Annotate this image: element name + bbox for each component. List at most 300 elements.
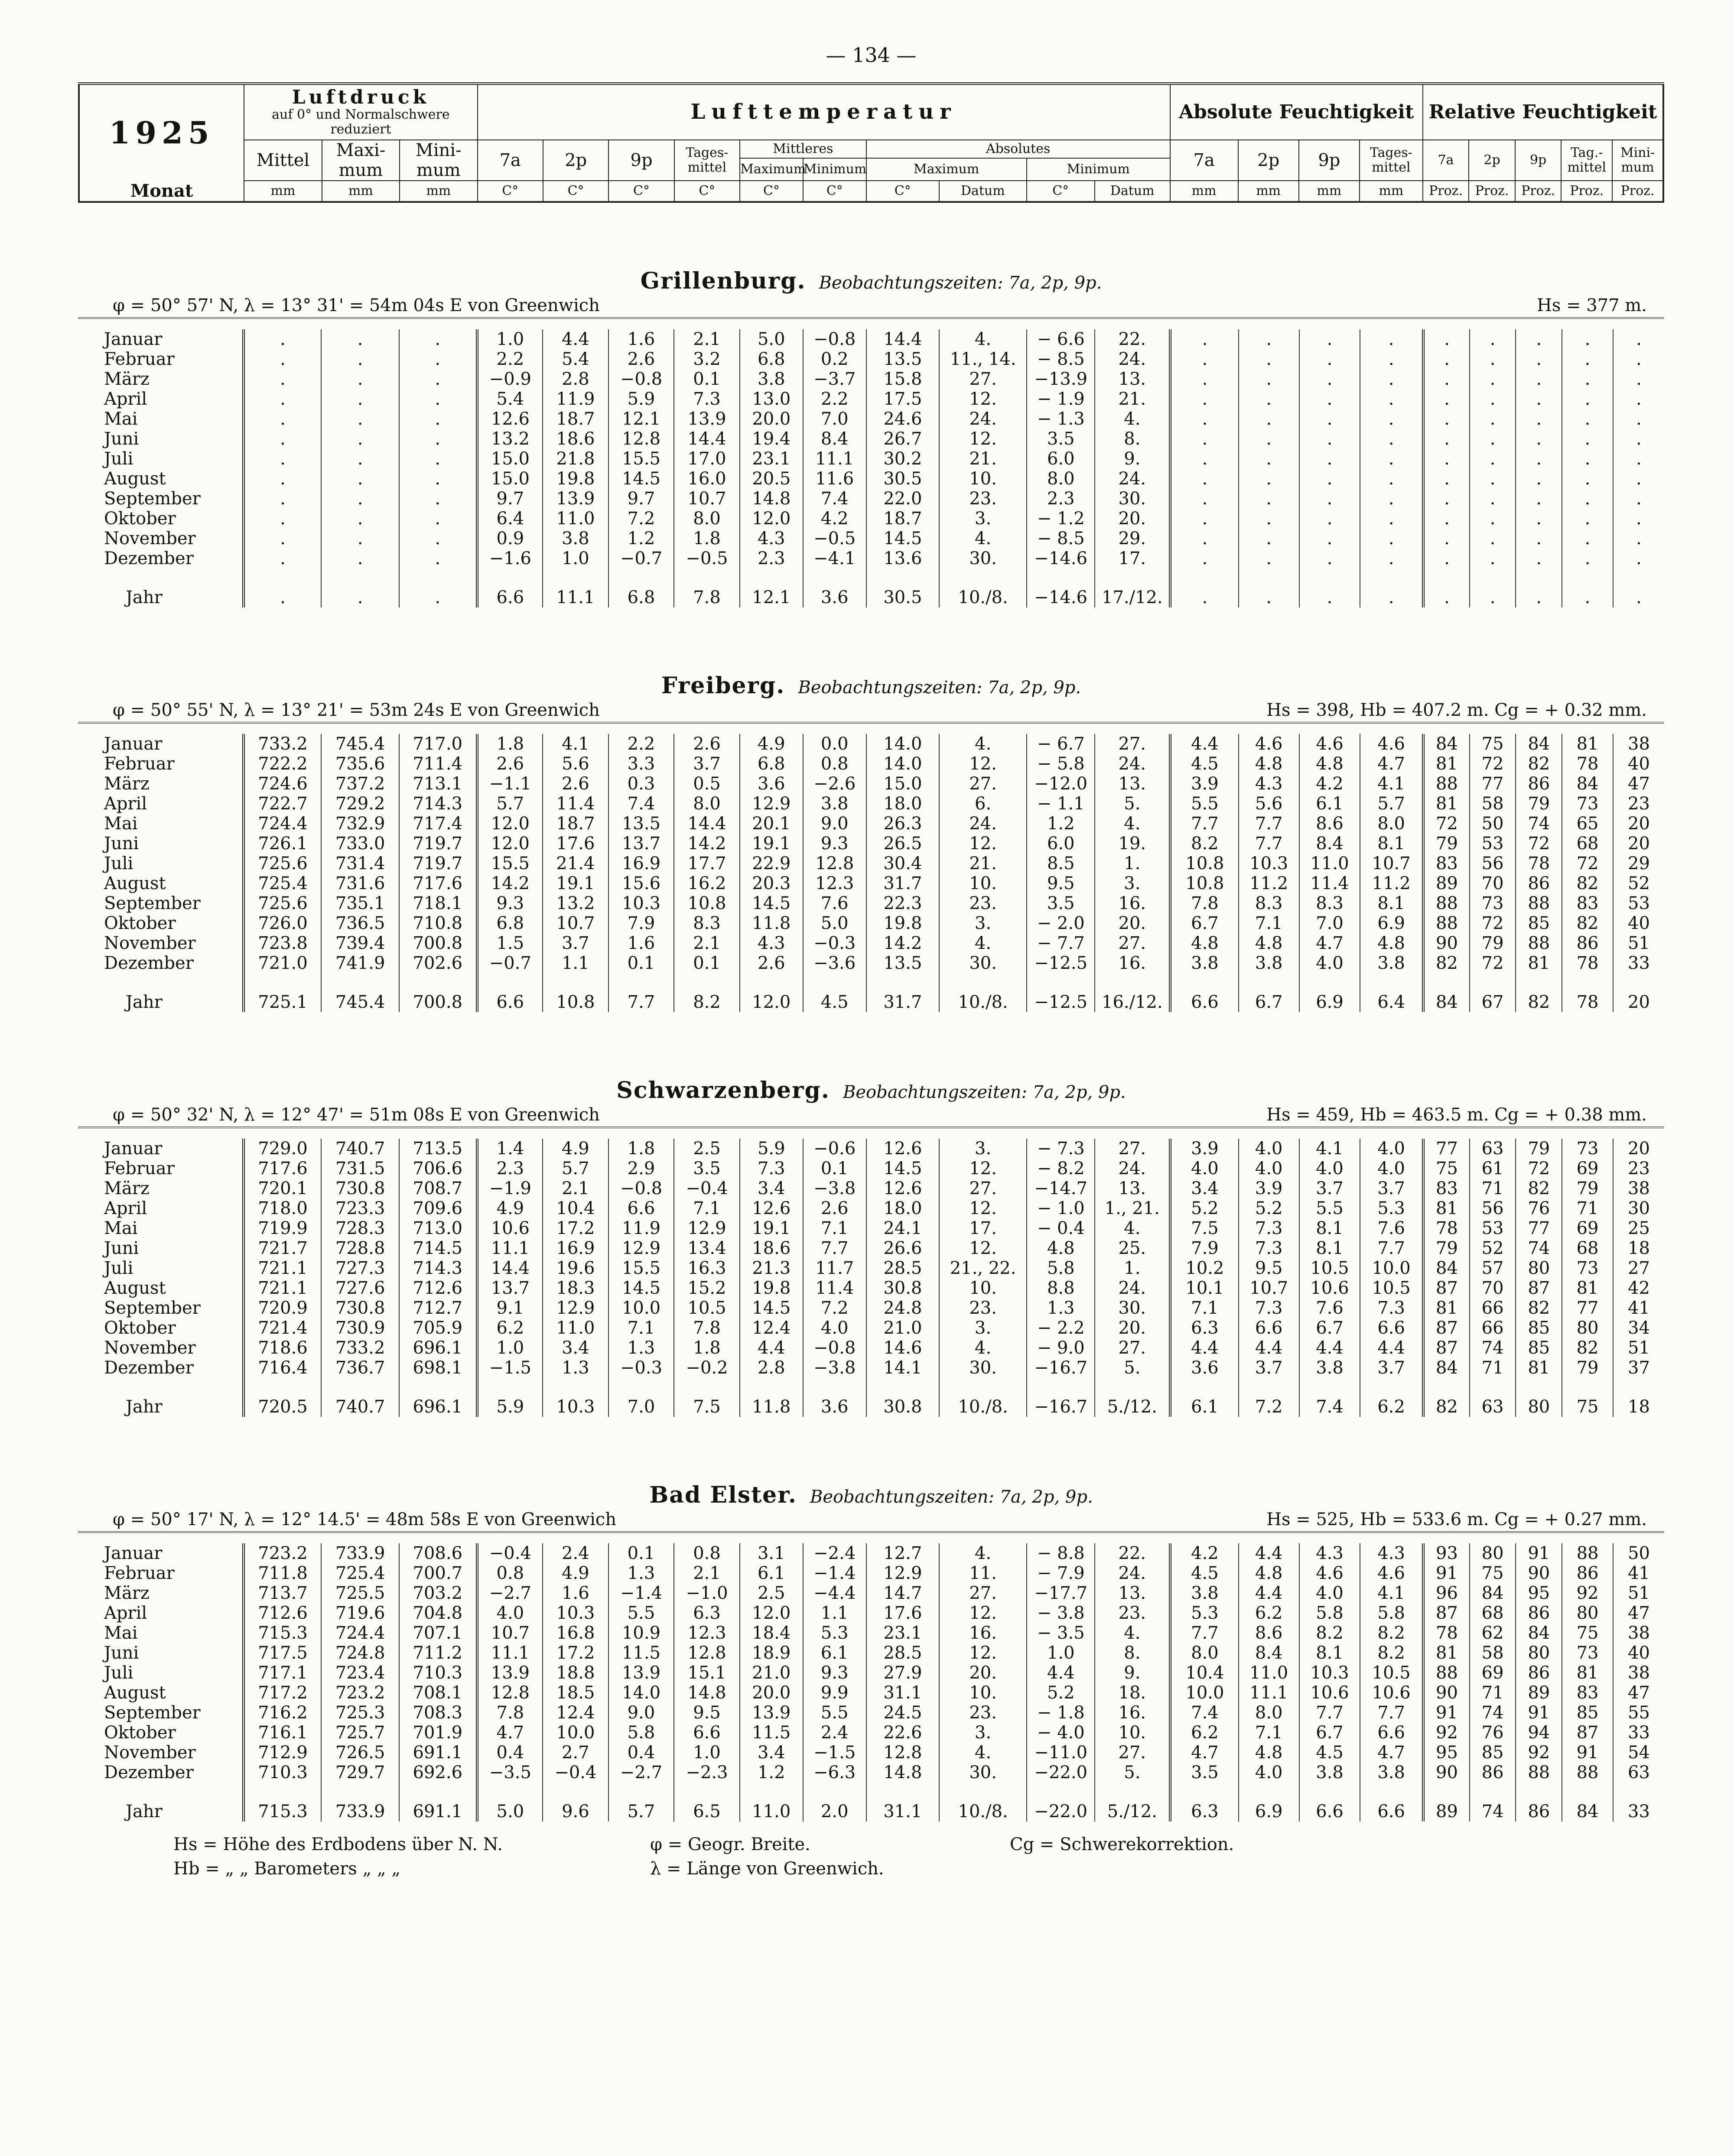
- station-title: [78, 1077, 1664, 1105]
- cell-rf-2p: .: [1470, 429, 1516, 449]
- cell-t-2p: 18.7: [543, 409, 608, 429]
- cell-t-9p: 7.0: [608, 1378, 674, 1417]
- cell-lp-mittel: 715.3: [244, 1623, 322, 1643]
- cell-rf-tagmittel: 84: [1562, 774, 1613, 794]
- cell-rf-7a: 84: [1423, 734, 1470, 754]
- cell-lp-max: 727.6: [321, 1278, 399, 1298]
- cell-t-abs-max: 12.6: [866, 1179, 939, 1198]
- cell-t-9p: 12.1: [608, 409, 674, 429]
- cell-af-tagesmittel: 8.1: [1360, 834, 1423, 854]
- cell-t-7a: 1.8: [477, 734, 543, 754]
- table-row: [78, 1318, 1664, 1338]
- cell-lp-max: 731.5: [321, 1159, 399, 1179]
- cell-t-mittl-min: 5.5: [803, 1703, 866, 1723]
- cell-month: Februar: [104, 1563, 175, 1583]
- unit-c: C°: [866, 181, 939, 202]
- cell-rf-2p: 62: [1470, 1623, 1516, 1643]
- cell-rf-tagmittel: 84: [1562, 1783, 1613, 1822]
- cell-t-9p: −0.8: [608, 369, 674, 389]
- cell-t-abs-min: −14.7: [1027, 1179, 1095, 1198]
- luftdruck-heading: Luftdruck: [292, 86, 430, 108]
- cell-t-tagesmittel: 1.0: [674, 1743, 740, 1763]
- cell-t-abs-min: − 8.2: [1027, 1159, 1095, 1179]
- cell-t-mittl-max: 20.5: [740, 469, 803, 489]
- cell-t-mittl-max: 2.3: [740, 549, 803, 568]
- cell-af-2p: 4.6: [1239, 734, 1299, 754]
- cell-af-9p: 7.4: [1299, 1378, 1360, 1417]
- cell-t-abs-max-datum: 23.: [939, 893, 1027, 913]
- cell-t-abs-min: 5.8: [1027, 1258, 1095, 1278]
- cell-t-abs-min-datum: 20.: [1095, 1318, 1170, 1338]
- cell-t-tagesmittel: 3.7: [674, 754, 740, 774]
- cell-t-7a: 7.8: [477, 1703, 543, 1723]
- observation-times: Beobachtungszeiten: 7a, 2p, 9p.: [810, 1487, 1093, 1507]
- cell-lp-mittel: .: [244, 349, 322, 369]
- cell-lp-max: 729.2: [321, 794, 399, 814]
- cell-af-9p: 11.0: [1299, 854, 1360, 873]
- cell-af-tagesmittel: 5.3: [1360, 1198, 1423, 1218]
- cell-t-9p: 7.7: [608, 973, 674, 1012]
- cell-af-tagesmittel: .: [1360, 409, 1423, 429]
- cell-t-abs-min: −12.5: [1027, 973, 1095, 1012]
- cell-t-mittl-max: 22.9: [740, 854, 803, 873]
- cell-t-abs-min: 8.0: [1027, 469, 1095, 489]
- cell-t-abs-max-datum: 12.: [939, 834, 1027, 854]
- cell-af-2p: 4.0: [1239, 1763, 1299, 1783]
- unit-c: C°: [803, 181, 866, 202]
- table-row: [78, 734, 1664, 754]
- cell-t-abs-max-datum: 3.: [939, 1318, 1027, 1338]
- table-row: [78, 1723, 1664, 1743]
- cell-t-9p: 16.9: [608, 854, 674, 873]
- cell-t-abs-max-datum: 30.: [939, 549, 1027, 568]
- cell-af-2p: 8.6: [1239, 1623, 1299, 1643]
- cell-t-9p: 15.6: [608, 873, 674, 893]
- cell-lp-min: 691.1: [399, 1783, 477, 1822]
- cell-t-abs-min-datum: 4.: [1095, 814, 1170, 834]
- cell-rf-9p: .: [1516, 449, 1562, 469]
- cell-t-abs-min-datum: 16./12.: [1095, 973, 1170, 1012]
- cell-month: November: [104, 529, 196, 549]
- cell-t-mittl-min: −1.4: [803, 1563, 866, 1583]
- cell-t-abs-min: 2.3: [1027, 489, 1095, 509]
- cell-lp-max: 723.2: [321, 1683, 399, 1703]
- cell-t-abs-min-datum: 18.: [1095, 1683, 1170, 1703]
- cell-t-mittl-min: 0.2: [803, 349, 866, 369]
- station-heights: Hs = 377 m.: [1536, 295, 1647, 315]
- cell-rf-tagmittel: .: [1562, 509, 1613, 529]
- cell-t-abs-min: −12.0: [1027, 774, 1095, 794]
- cell-lp-mittel: 717.1: [244, 1663, 322, 1683]
- station-name: Grillenburg.: [640, 268, 806, 294]
- cell-t-7a: −0.7: [477, 953, 543, 973]
- station-block: [78, 268, 1664, 607]
- cell-lp-min: .: [399, 369, 477, 389]
- cell-t-7a: 5.0: [477, 1783, 543, 1822]
- cell-rf-9p: 86: [1516, 1603, 1562, 1623]
- cell-rf-7a: .: [1423, 568, 1470, 607]
- cell-t-mittl-max: 6.1: [740, 1563, 803, 1583]
- cell-t-2p: 4.4: [543, 329, 608, 349]
- cell-rf-7a: 87: [1423, 1318, 1470, 1338]
- col-af-tagesmittel: Tages-mittel: [1360, 140, 1423, 181]
- unit-proz: Proz.: [1423, 181, 1469, 202]
- cell-t-9p: −0.3: [608, 1358, 674, 1378]
- cell-t-abs-min: 3.5: [1027, 893, 1095, 913]
- cell-rf-2p: 66: [1470, 1298, 1516, 1318]
- cell-lp-max: .: [321, 369, 399, 389]
- table-row: [78, 1763, 1664, 1783]
- cell-t-mittl-max: 7.3: [740, 1159, 803, 1179]
- cell-rf-2p: 57: [1470, 1258, 1516, 1278]
- cell-t-tagesmittel: 0.8: [674, 1543, 740, 1563]
- cell-t-abs-max-datum: 23.: [939, 1703, 1027, 1723]
- legend-cg: Cg = Schwerekorrektion.: [1010, 1835, 1234, 1854]
- cell-af-7a: 4.4: [1170, 1338, 1238, 1358]
- cell-rf-tagmittel: 79: [1562, 1358, 1613, 1378]
- lufttemperatur-heading: Lufttemperatur: [690, 99, 957, 124]
- cell-rf-tagmittel: 92: [1562, 1583, 1613, 1603]
- cell-t-mittl-max: 21.0: [740, 1663, 803, 1683]
- col-rf-minimum: Mini-mum: [1612, 140, 1663, 181]
- cell-month: Juni: [104, 1238, 139, 1258]
- cell-af-7a: .: [1170, 568, 1238, 607]
- cell-t-9p: 7.2: [608, 509, 674, 529]
- cell-t-tagesmittel: 12.9: [674, 1218, 740, 1238]
- cell-t-tagesmittel: −2.3: [674, 1763, 740, 1783]
- cell-rf-2p: 79: [1470, 933, 1516, 953]
- cell-t-abs-max-datum: 30.: [939, 1358, 1027, 1378]
- cell-af-9p: .: [1299, 568, 1360, 607]
- cell-lp-mittel: 715.3: [244, 1783, 322, 1822]
- cell-t-2p: 10.4: [543, 1198, 608, 1218]
- cell-rf-tagmittel: 83: [1562, 1683, 1613, 1703]
- cell-lp-mittel: 710.3: [244, 1763, 322, 1783]
- cell-rf-tagmittel: 69: [1562, 1159, 1613, 1179]
- unit-mm: mm: [1360, 181, 1423, 202]
- cell-month: Mai: [104, 1218, 138, 1238]
- cell-t-mittl-max: 3.4: [740, 1179, 803, 1198]
- cell-lp-max: 728.8: [321, 1238, 399, 1258]
- cell-t-2p: 21.8: [543, 449, 608, 469]
- cell-t-abs-min: −22.0: [1027, 1783, 1095, 1822]
- cell-t-mittl-min: 12.8: [803, 854, 866, 873]
- cell-t-mittl-max: 12.6: [740, 1198, 803, 1218]
- cell-af-9p: 8.4: [1299, 834, 1360, 854]
- cell-t-2p: 2.1: [543, 1179, 608, 1198]
- col-tagesmittel: Tages-mittel: [674, 140, 740, 181]
- cell-t-mittl-max: 20.0: [740, 1683, 803, 1703]
- cell-t-tagesmittel: 0.1: [674, 953, 740, 973]
- cell-rf-2p: .: [1470, 349, 1516, 369]
- cell-af-tagesmittel: 4.1: [1360, 1583, 1423, 1603]
- cell-t-7a: 6.8: [477, 913, 543, 933]
- cell-af-7a: 10.8: [1170, 854, 1238, 873]
- cell-rf-7a: 92: [1423, 1723, 1470, 1743]
- cell-t-abs-max: 18.7: [866, 509, 939, 529]
- cell-t-2p: 10.3: [543, 1378, 608, 1417]
- cell-rf-7a: 87: [1423, 1278, 1470, 1298]
- cell-af-9p: 7.7: [1299, 1703, 1360, 1723]
- cell-t-abs-max: 30.8: [866, 1378, 939, 1417]
- cell-lp-min: .: [399, 409, 477, 429]
- cell-rf-tagmittel: 73: [1562, 794, 1613, 814]
- stations-container: [78, 268, 1664, 1822]
- cell-rf-9p: 82: [1516, 973, 1562, 1012]
- cell-t-9p: 5.5: [608, 1603, 674, 1623]
- cell-t-abs-max-datum: 4.: [939, 329, 1027, 349]
- cell-t-abs-max: 14.5: [866, 1159, 939, 1179]
- cell-rf-tagmittel: 71: [1562, 1198, 1613, 1218]
- cell-t-abs-min-datum: 20.: [1095, 913, 1170, 933]
- cell-t-abs-min-datum: 4.: [1095, 409, 1170, 429]
- cell-rf-7a: 82: [1423, 1378, 1470, 1417]
- cell-t-7a: 12.0: [477, 814, 543, 834]
- cell-lp-mittel: .: [244, 369, 322, 389]
- col-9p: 9p: [608, 140, 674, 181]
- cell-rf-tagmittel: .: [1562, 409, 1613, 429]
- cell-rf-9p: 91: [1516, 1703, 1562, 1723]
- cell-t-abs-min-datum: 13.: [1095, 369, 1170, 389]
- cell-rf-7a: .: [1423, 389, 1470, 409]
- cell-t-mittl-max: 12.0: [740, 509, 803, 529]
- cell-month: September: [104, 1703, 201, 1723]
- table-row: [78, 1623, 1664, 1643]
- cell-rf-minimum: .: [1613, 489, 1664, 509]
- cell-t-abs-max: 22.3: [866, 893, 939, 913]
- cell-t-mittl-min: 0.0: [803, 734, 866, 754]
- cell-rf-minimum: 25: [1613, 1218, 1664, 1238]
- cell-t-7a: 1.5: [477, 933, 543, 953]
- cell-lp-mittel: 718.6: [244, 1338, 322, 1358]
- cell-rf-7a: .: [1423, 449, 1470, 469]
- col-absolutes: Absolutes: [866, 140, 1170, 158]
- cell-rf-tagmittel: 79: [1562, 1179, 1613, 1198]
- cell-t-9p: 1.2: [608, 529, 674, 549]
- cell-lp-min: .: [399, 568, 477, 607]
- cell-lp-max: 745.4: [321, 973, 399, 1012]
- cell-month: Juli: [104, 449, 133, 469]
- cell-af-7a: .: [1170, 549, 1238, 568]
- cell-t-abs-min: − 7.3: [1027, 1139, 1095, 1159]
- col-2p: 2p: [543, 140, 608, 181]
- cell-rf-minimum: 51: [1613, 1338, 1664, 1358]
- station-table: [78, 724, 1664, 1012]
- cell-rf-9p: 85: [1516, 1318, 1562, 1338]
- cell-t-abs-min: − 1.1: [1027, 794, 1095, 814]
- cell-t-abs-min-datum: 27.: [1095, 1338, 1170, 1358]
- cell-lp-max: 730.8: [321, 1179, 399, 1198]
- cell-t-abs-min-datum: 5./12.: [1095, 1378, 1170, 1417]
- cell-lp-min: 713.0: [399, 1218, 477, 1238]
- cell-rf-2p: 72: [1470, 913, 1516, 933]
- cell-rf-2p: 74: [1470, 1338, 1516, 1358]
- cell-lp-min: 714.3: [399, 794, 477, 814]
- cell-rf-9p: 79: [1516, 1139, 1562, 1159]
- cell-rf-2p: 74: [1470, 1783, 1516, 1822]
- cell-lp-min: 718.1: [399, 893, 477, 913]
- cell-t-abs-max-datum: 21.: [939, 449, 1027, 469]
- cell-rf-minimum: 40: [1613, 913, 1664, 933]
- cell-lp-mittel: .: [244, 389, 322, 409]
- unit-proz: Proz.: [1561, 181, 1612, 202]
- cell-month: April: [104, 794, 147, 814]
- cell-rf-minimum: 52: [1613, 873, 1664, 893]
- cell-lp-min: 692.6: [399, 1763, 477, 1783]
- cell-t-abs-min-datum: 13.: [1095, 1583, 1170, 1603]
- cell-af-9p: 8.1: [1299, 1238, 1360, 1258]
- cell-rf-2p: .: [1470, 549, 1516, 568]
- cell-month: Januar: [104, 1139, 163, 1159]
- cell-rf-minimum: 20: [1613, 1139, 1664, 1159]
- cell-lp-min: 698.1: [399, 1358, 477, 1378]
- cell-t-abs-max: 24.8: [866, 1298, 939, 1318]
- cell-t-mittl-min: 9.3: [803, 834, 866, 854]
- cell-t-mittl-min: 8.4: [803, 429, 866, 449]
- cell-t-9p: 6.8: [608, 568, 674, 607]
- cell-t-abs-min: − 4.0: [1027, 1723, 1095, 1743]
- col-rf-2p: 2p: [1469, 140, 1515, 181]
- cell-t-abs-min-datum: 19.: [1095, 834, 1170, 854]
- cell-rf-9p: .: [1516, 389, 1562, 409]
- cell-t-2p: 3.7: [543, 933, 608, 953]
- cell-rf-7a: 88: [1423, 1663, 1470, 1683]
- cell-t-mittl-max: 3.6: [740, 774, 803, 794]
- cell-rf-9p: 88: [1516, 1763, 1562, 1783]
- cell-rf-tagmittel: .: [1562, 568, 1613, 607]
- cell-rf-2p: 75: [1470, 1563, 1516, 1583]
- cell-af-2p: .: [1239, 389, 1299, 409]
- cell-t-abs-max: 30.5: [866, 568, 939, 607]
- cell-af-9p: 4.2: [1299, 774, 1360, 794]
- legend-lambda: λ = Länge von Greenwich.: [650, 1859, 884, 1879]
- cell-t-9p: 5.7: [608, 1783, 674, 1822]
- cell-t-tagesmittel: 16.3: [674, 1258, 740, 1278]
- cell-rf-2p: .: [1470, 509, 1516, 529]
- cell-t-abs-min-datum: 24.: [1095, 349, 1170, 369]
- cell-rf-minimum: .: [1613, 349, 1664, 369]
- cell-lp-max: 725.7: [321, 1723, 399, 1743]
- cell-lp-min: 714.3: [399, 1258, 477, 1278]
- cell-t-9p: 12.9: [608, 1238, 674, 1258]
- cell-month: Februar: [104, 754, 175, 774]
- cell-af-2p: .: [1239, 549, 1299, 568]
- cell-rf-minimum: 20: [1613, 814, 1664, 834]
- cell-t-abs-max: 24.5: [866, 1703, 939, 1723]
- cell-lp-mittel: 723.2: [244, 1543, 322, 1563]
- cell-lp-max: 732.9: [321, 814, 399, 834]
- cell-rf-2p: .: [1470, 568, 1516, 607]
- cell-rf-minimum: 41: [1613, 1563, 1664, 1583]
- cell-af-2p: .: [1239, 429, 1299, 449]
- table-row: [78, 913, 1664, 933]
- cell-t-mittl-max: 11.8: [740, 913, 803, 933]
- cell-t-abs-max-datum: 3.: [939, 1723, 1027, 1743]
- cell-rf-tagmittel: .: [1562, 469, 1613, 489]
- cell-rf-minimum: .: [1613, 568, 1664, 607]
- table-row: [78, 933, 1664, 953]
- cell-lp-mittel: 721.1: [244, 1258, 322, 1278]
- cell-af-7a: .: [1170, 509, 1238, 529]
- cell-t-tagesmittel: 0.5: [674, 774, 740, 794]
- cell-lp-min: 717.4: [399, 814, 477, 834]
- cell-t-tagesmittel: 2.5: [674, 1139, 740, 1159]
- cell-rf-tagmittel: .: [1562, 369, 1613, 389]
- cell-t-abs-max: 30.8: [866, 1278, 939, 1298]
- cell-t-mittl-min: 11.1: [803, 449, 866, 469]
- cell-lp-mittel: 733.2: [244, 734, 322, 754]
- cell-rf-2p: .: [1470, 469, 1516, 489]
- cell-t-mittl-min: −2.4: [803, 1543, 866, 1563]
- unit-mm: mm: [322, 181, 400, 202]
- table-row: [78, 1543, 1664, 1563]
- cell-t-2p: 19.1: [543, 873, 608, 893]
- cell-af-tagesmittel: 7.3: [1360, 1298, 1423, 1318]
- cell-t-abs-min: 8.8: [1027, 1278, 1095, 1298]
- cell-t-abs-min: −14.6: [1027, 549, 1095, 568]
- station-table: [78, 1533, 1664, 1822]
- cell-rf-9p: 77: [1516, 1218, 1562, 1238]
- cell-t-7a: 5.4: [477, 389, 543, 409]
- cell-t-7a: 14.2: [477, 873, 543, 893]
- cell-lp-min: 701.9: [399, 1723, 477, 1743]
- cell-t-mittl-min: 4.5: [803, 973, 866, 1012]
- cell-t-abs-max-datum: 27.: [939, 1179, 1027, 1198]
- cell-af-7a: 7.9: [1170, 1238, 1238, 1258]
- col-af-9p: 9p: [1299, 140, 1360, 181]
- cell-t-2p: 12.4: [543, 1703, 608, 1723]
- cell-t-7a: 10.7: [477, 1623, 543, 1643]
- table-row: [78, 893, 1664, 913]
- cell-month: Januar: [104, 329, 163, 349]
- cell-rf-7a: 91: [1423, 1703, 1470, 1723]
- cell-t-abs-min-datum: 23.: [1095, 1603, 1170, 1623]
- cell-t-mittl-min: −0.8: [803, 1338, 866, 1358]
- cell-lp-max: 735.1: [321, 893, 399, 913]
- cell-t-abs-min: − 1.3: [1027, 409, 1095, 429]
- cell-rf-tagmittel: .: [1562, 489, 1613, 509]
- cell-lp-mittel: .: [244, 409, 322, 429]
- cell-af-2p: .: [1239, 409, 1299, 429]
- cell-lp-mittel: 716.2: [244, 1703, 322, 1723]
- cell-rf-9p: 74: [1516, 814, 1562, 834]
- cell-rf-minimum: .: [1613, 509, 1664, 529]
- cell-t-abs-max: 13.5: [866, 953, 939, 973]
- cell-t-abs-min-datum: 27.: [1095, 1743, 1170, 1763]
- cell-t-mittl-min: −0.6: [803, 1139, 866, 1159]
- station-coords-row: [78, 700, 1664, 724]
- cell-t-tagesmittel: 15.1: [674, 1663, 740, 1683]
- cell-t-abs-min-datum: 5.: [1095, 1763, 1170, 1783]
- cell-af-7a: 3.9: [1170, 774, 1238, 794]
- cell-month: Jahr: [126, 1802, 163, 1822]
- cell-t-abs-min: − 2.0: [1027, 913, 1095, 933]
- cell-t-7a: 4.0: [477, 1603, 543, 1623]
- cell-rf-9p: 86: [1516, 873, 1562, 893]
- cell-rf-9p: .: [1516, 349, 1562, 369]
- cell-month: März: [104, 1179, 150, 1198]
- cell-af-9p: 3.8: [1299, 1358, 1360, 1378]
- cell-t-abs-min: − 6.7: [1027, 734, 1095, 754]
- cell-rf-2p: 69: [1470, 1663, 1516, 1683]
- cell-lp-min: 713.5: [399, 1139, 477, 1159]
- cell-t-mittl-min: −1.5: [803, 1743, 866, 1763]
- cell-rf-9p: 80: [1516, 1643, 1562, 1663]
- cell-rf-9p: .: [1516, 509, 1562, 529]
- cell-month: August: [104, 1683, 166, 1703]
- cell-t-tagesmittel: 2.1: [674, 329, 740, 349]
- cell-af-tagesmittel: .: [1360, 489, 1423, 509]
